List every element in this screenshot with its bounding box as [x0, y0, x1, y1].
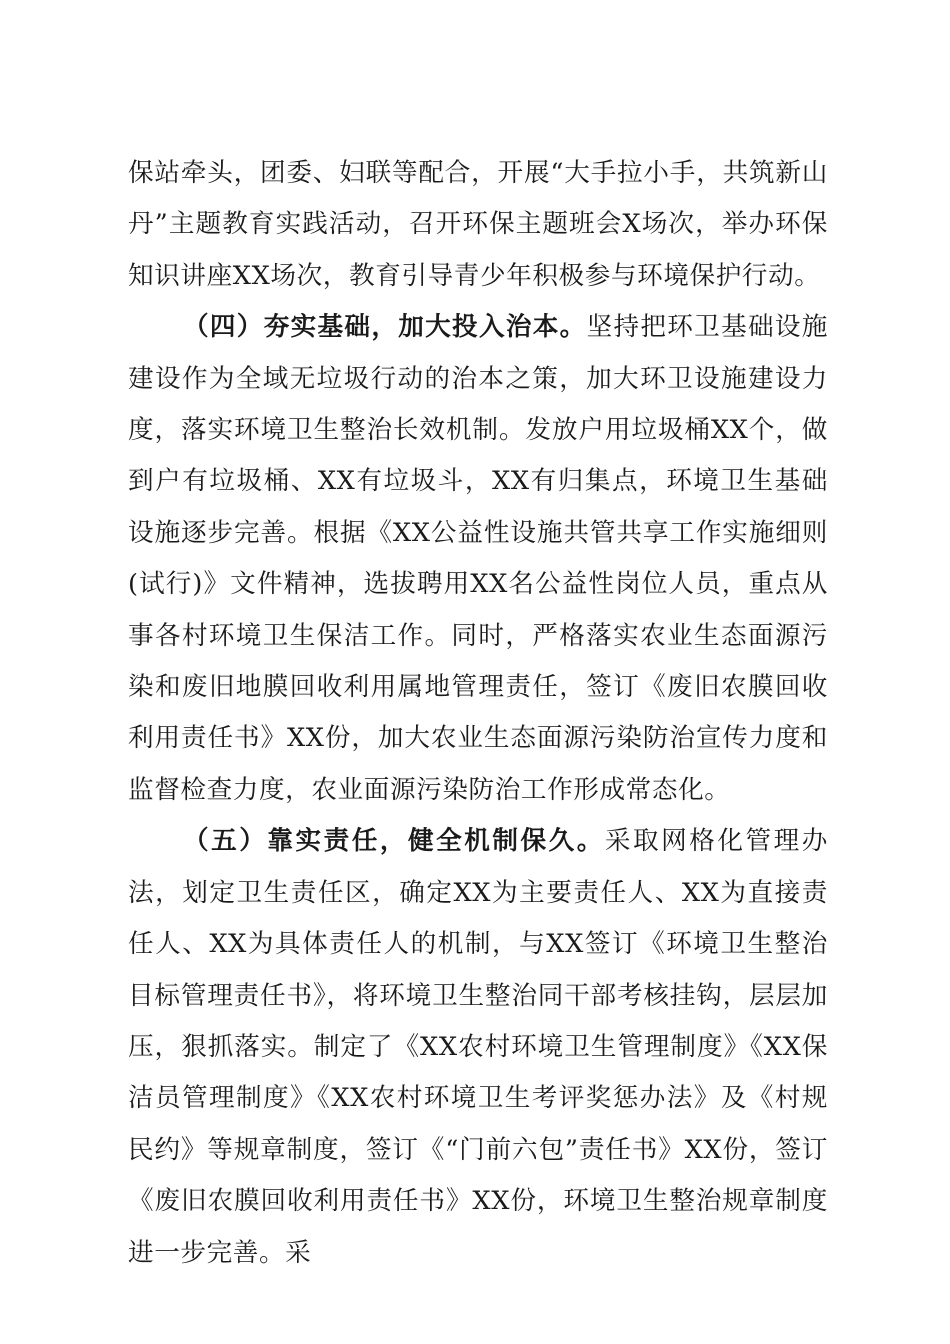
paragraph-section-4 [128, 302, 828, 816]
document-page [128, 148, 828, 1279]
paragraph-text: 保站牵头，团委、妇联等配合，开展“大手拉小手，共筑新山丹”主题教育实践活动，召开环保主题班会X场次，举办环保知识讲座XX场次，教育引导青少年积极参与环境保护行动。 [128, 158, 828, 291]
section-heading: （五）靠实责任，健全机制保久。 [183, 826, 605, 857]
paragraph-text: 坚持把环卫基础设施建设作为全域无垃圾行动的治本之策，加大环卫设施建设力度，落实环境卫生整治长效机制。发放户用垃圾桶XX个，做到户有垃圾桶、XX有垃圾斗，XX有归集点，环境卫生基础设施逐步完善。根据《XX公益性设施共管共享工作实施细则(试行)》文件精神，选拔聘用XX名公益性岗位人员，重点从事各村环境卫生保洁工作。同时，严格落实农业生态面源污染和废旧地膜回收利用属地管理责任，签订《废旧农膜回收利用责任书》XX份，加大农业生态面源污染防治宣传力度和监督检查力度，农业面源污染防治工作形成常态化。 [128, 312, 828, 805]
paragraph-section-5 [128, 816, 828, 1279]
paragraph-text: 采取网格化管理办法，划定卫生责任区，确定XX为主要责任人、XX为直接责任人、XX为具体责任人的机制，与XX签订《环境卫生整治目标管理责任书》，将环境卫生整治同干部考核挂钩，层层加压，狠抓落实。制定了《XX农村环境卫生管理制度》《XX保洁员管理制度》《XX农村环境卫生考评奖惩办法》及《村规民约》等规章制度，签订《“门前六包”责任书》XX份，签订《废旧农膜回收利用责任书》XX份，环境卫生整治规章制度进一步完善。采 [128, 826, 828, 1268]
paragraph-continuation [128, 148, 828, 302]
section-heading: （四）夯实基础，加大投入治本。 [183, 312, 587, 343]
